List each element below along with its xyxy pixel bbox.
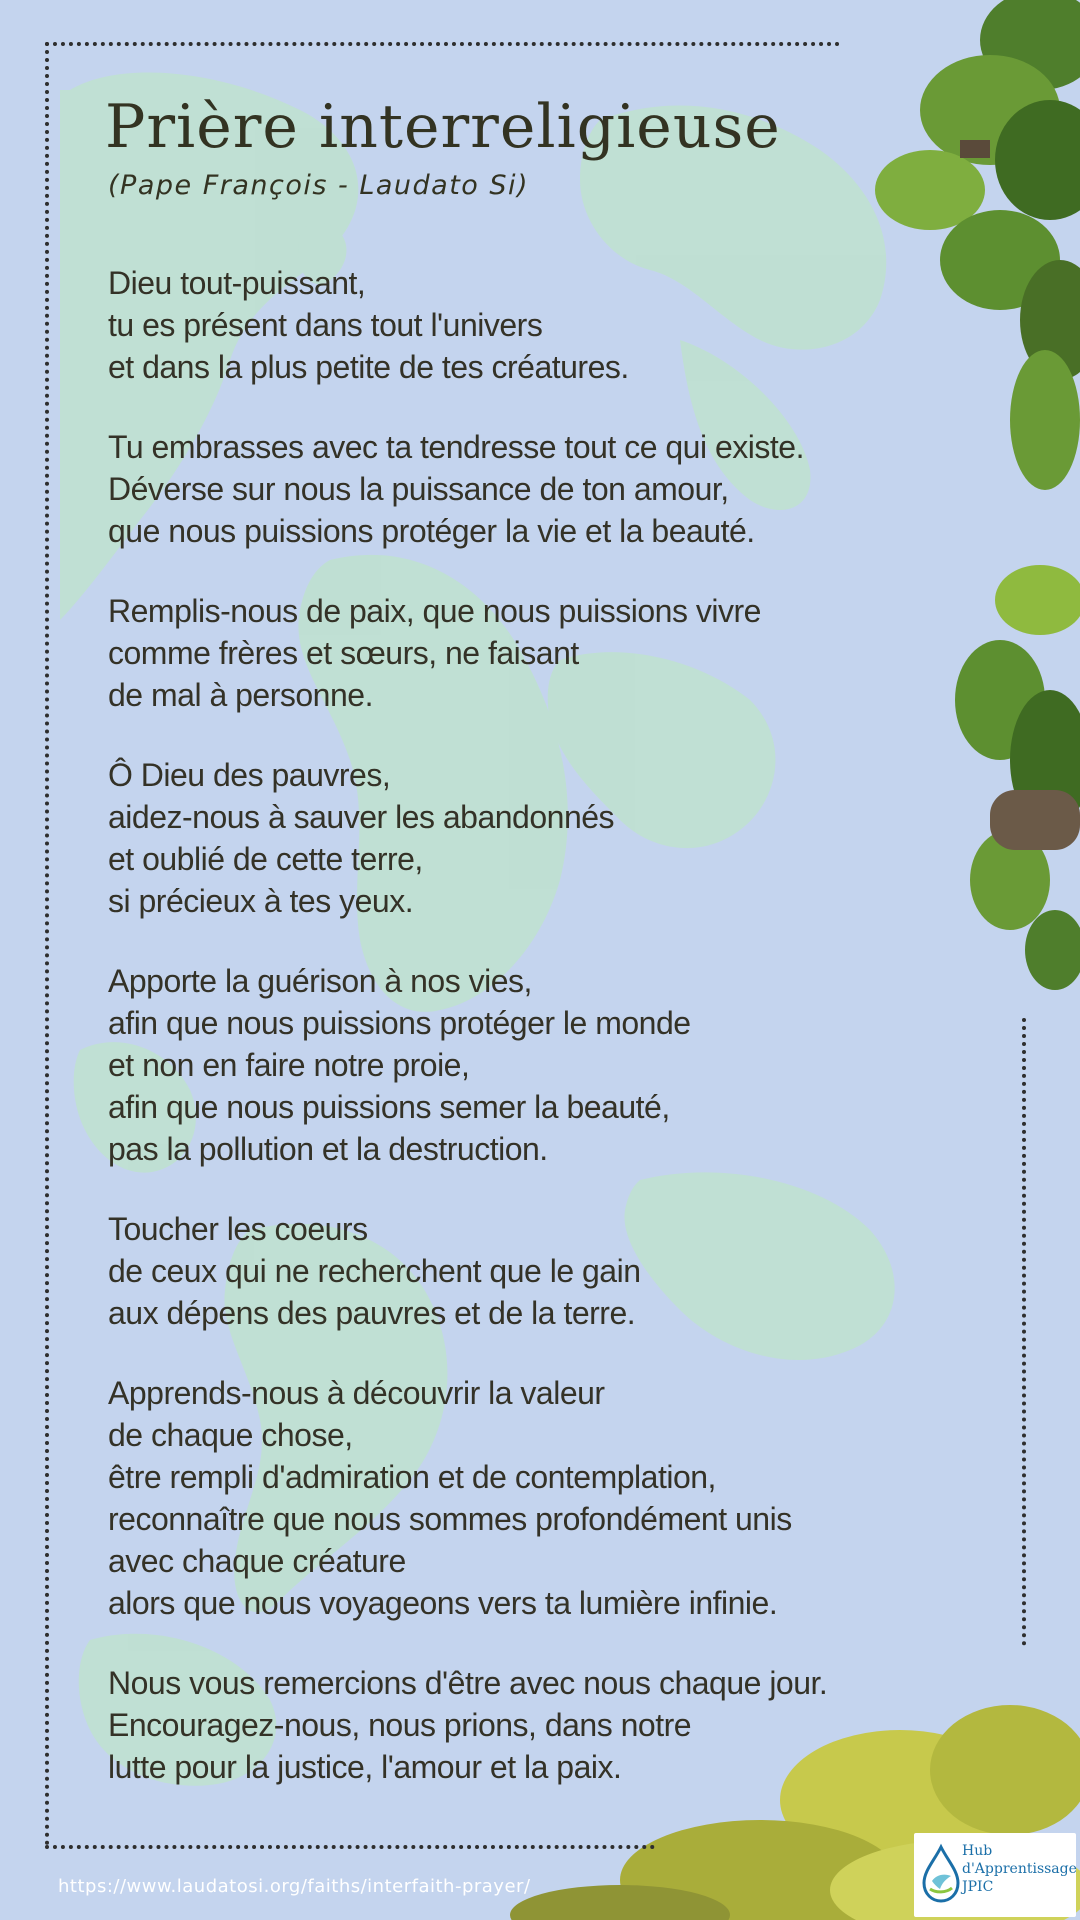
stanza-1 (108, 262, 1008, 388)
prayer-line: pas la pollution et la destruction. (108, 1131, 548, 1167)
logo-text-line-3: JPIC (962, 1879, 994, 1895)
prayer-line: et dans la plus petite de tes créatures. (108, 349, 629, 385)
prayer-line: lutte pour la justice, l'amour et la paix. (108, 1749, 622, 1785)
prayer-line: Ô Dieu des pauvres, (108, 757, 391, 793)
prayer-line: reconnaître que nous sommes profondément unis (108, 1501, 792, 1537)
prayer-subtitle: (Pape François - Laudato Si) (108, 170, 530, 201)
prayer-line: Dieu tout-puissant, (108, 265, 366, 301)
prayer-line: de chaque chose, (108, 1417, 353, 1453)
stanza-6 (108, 1208, 1008, 1334)
prayer-line: alors que nous voyageons vers ta lumière infinie. (108, 1585, 778, 1621)
dotted-frame-right (1022, 1018, 1026, 1646)
prayer-line: et oublié de cette terre, (108, 841, 423, 877)
prayer-line: afin que nous puissions protéger le monde (108, 1005, 691, 1041)
stanza-2 (108, 426, 1008, 552)
prayer-line: Apprends-nous à découvrir la valeur (108, 1375, 605, 1411)
hub-logo (914, 1833, 1076, 1917)
prayer-line: Déverse sur nous la puissance de ton amour, (108, 471, 729, 507)
prayer-line: comme frères et sœurs, ne faisant (108, 635, 579, 671)
prayer-line: de mal à personne. (108, 677, 373, 713)
prayer-title: Prière interreligieuse (105, 92, 781, 162)
prayer-line: de ceux qui ne recherchent que le gain (108, 1253, 641, 1289)
prayer-line: Toucher les coeurs (108, 1211, 368, 1247)
stanza-3 (108, 590, 1008, 716)
prayer-line: afin que nous puissions semer la beauté, (108, 1089, 670, 1125)
prayer-line: tu es présent dans tout l'univers (108, 307, 543, 343)
dove-drop-icon (918, 1843, 964, 1905)
logo-text-line-1: Hub (962, 1843, 993, 1859)
prayer-line: être rempli d'admiration et de contemplation, (108, 1459, 716, 1495)
prayer-line: aux dépens des pauvres et de la terre. (108, 1295, 636, 1331)
prayer-line: avec chaque créature (108, 1543, 406, 1579)
dotted-frame-bottom (45, 1845, 655, 1849)
prayer-line: Remplis-nous de paix, que nous puissions vivre (108, 593, 761, 629)
dotted-frame-top (45, 42, 840, 46)
stanza-4 (108, 754, 1008, 922)
prayer-line: et non en faire notre proie, (108, 1047, 470, 1083)
prayer-line: Tu embrasses avec ta tendresse tout ce qui existe. (108, 429, 804, 465)
stanza-7 (108, 1372, 1008, 1624)
prayer-line: Encouragez-nous, nous prions, dans notre (108, 1707, 692, 1743)
logo-text-line-2: d'Apprentissage (962, 1861, 1077, 1877)
prayer-text (108, 262, 1008, 1826)
source-link[interactable]: https://www.laudatosi.org/faiths/interfaith-prayer/ (58, 1876, 531, 1897)
prayer-line: aidez-nous à sauver les abandonnés (108, 799, 615, 835)
prayer-line: si précieux à tes yeux. (108, 883, 414, 919)
stanza-5 (108, 960, 1008, 1170)
prayer-line: Nous vous remercions d'être avec nous chaque jour. (108, 1665, 828, 1701)
prayer-line: Apporte la guérison à nos vies, (108, 963, 532, 999)
dotted-frame-left (45, 42, 49, 1847)
stanza-8 (108, 1662, 1008, 1788)
prayer-line: que nous puissions protéger la vie et la beauté. (108, 513, 755, 549)
